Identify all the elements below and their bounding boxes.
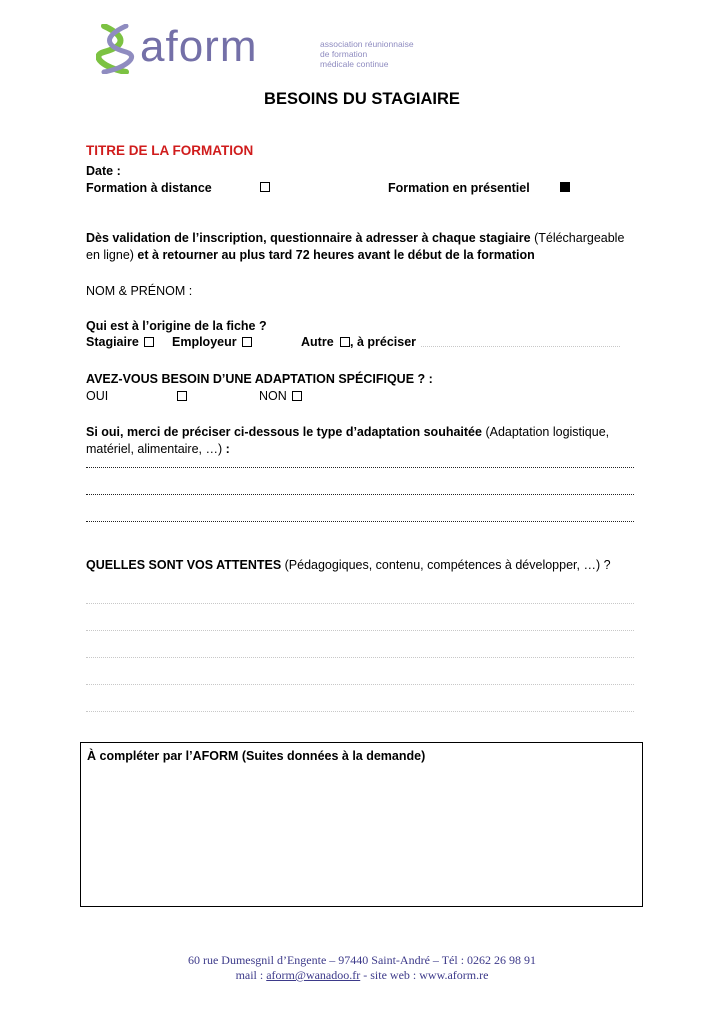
precision-answer-line[interactable] (86, 494, 634, 495)
autre-checkbox[interactable] (340, 337, 350, 347)
attentes-answer-line[interactable] (86, 630, 634, 631)
stagiaire-checkbox[interactable] (144, 337, 154, 347)
aform-logo-text: aform (140, 22, 258, 71)
aform-completion-box[interactable] (80, 742, 643, 907)
employeur-checkbox[interactable] (242, 337, 252, 347)
presentiel-checkbox[interactable] (560, 182, 570, 192)
attentes-answer-line[interactable] (86, 657, 634, 658)
helix-logo-icon (96, 24, 136, 74)
oui-checkbox[interactable] (177, 391, 187, 401)
logo-tagline: association réunionnaise de formation médicale continue (320, 39, 414, 69)
precision-line-2: matériel, alimentaire, …) : (86, 442, 230, 456)
non-checkbox[interactable] (292, 391, 302, 401)
footer-email-link[interactable]: aform@wanadoo.fr (266, 968, 361, 982)
nom-prenom-label: NOM & PRÉNOM : (86, 284, 193, 298)
non-label: NON (259, 389, 287, 403)
stagiaire-label: Stagiaire (86, 335, 139, 349)
origine-question: Qui est à l’origine de la fiche ? (86, 319, 267, 333)
date-label: Date : (86, 164, 121, 178)
employeur-label: Employeur (172, 335, 237, 349)
intro-line-2: en ligne) et à retourner au plus tard 72 heures avant le début de la formation (86, 248, 535, 262)
autre-label: Autre (301, 335, 334, 349)
attentes-question: QUELLES SONT VOS ATTENTES (Pédagogiques, contenu, compétences à développer, …) ? (86, 558, 611, 572)
attentes-answer-line[interactable] (86, 684, 634, 685)
oui-label: OUI (86, 389, 109, 403)
distance-checkbox[interactable] (260, 182, 270, 192)
attentes-answer-line[interactable] (86, 603, 634, 604)
precision-line-1: Si oui, merci de préciser ci-dessous le type d’adaptation souhaitée (Adaptation logistique, (86, 425, 610, 439)
footer-contact: mail : aform@wanadoo.fr - site web : www.aform.re (235, 968, 489, 982)
presentiel-label: Formation en présentiel (388, 181, 530, 195)
footer-address: 60 rue Dumesgnil d’Engente – 97440 Saint-André – Tél : 0262 26 98 91 (187, 953, 537, 967)
completion-box-label: À compléter par l’AFORM (Suites données à la demande) (87, 749, 426, 763)
adaptation-question: AVEZ-VOUS BESOIN D’UNE ADAPTATION SPÉCIFIQUE ? : (86, 372, 433, 386)
intro-line-1: Dès validation de l’inscription, questionnaire à adresser à chaque stagiaire (Téléchargeable (86, 231, 625, 245)
distance-label: Formation à distance (86, 181, 212, 195)
formation-title-label: TITRE DE LA FORMATION (86, 143, 254, 158)
precision-answer-line[interactable] (86, 467, 634, 468)
page-title: BESOINS DU STAGIAIRE (264, 90, 460, 108)
autre-suffix: , à préciser (350, 335, 417, 349)
precision-answer-line[interactable] (86, 521, 634, 522)
attentes-answer-line[interactable] (86, 711, 634, 712)
autre-precision-line[interactable] (421, 346, 620, 347)
